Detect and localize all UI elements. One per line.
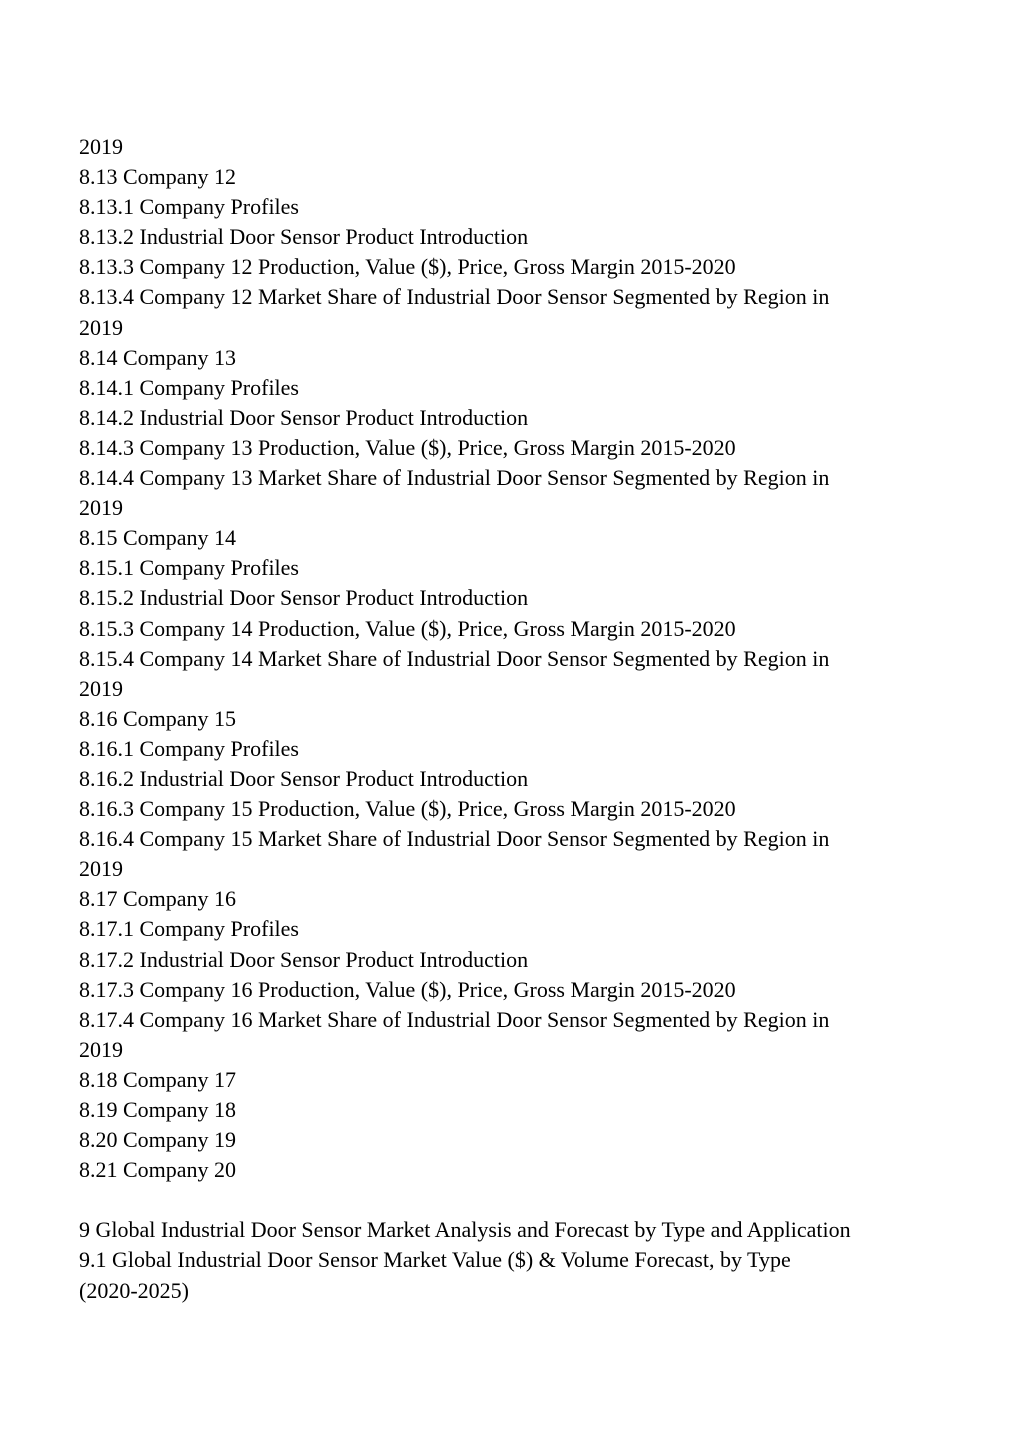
toc-chapter-heading: 9 Global Industrial Door Sensor Market Analysis and Forecast by Type and Application bbox=[79, 1217, 851, 1243]
toc-line: 8.17.4 Company 16 Market Share of Industrial Door Sensor Segmented by Region in bbox=[79, 1006, 830, 1032]
toc-line: 9.1 Global Industrial Door Sensor Market Value ($) & Volume Forecast, by Type bbox=[79, 1247, 791, 1273]
toc-section-heading: 8.16 Company 15 bbox=[79, 705, 237, 731]
toc-line: 2019 bbox=[79, 856, 123, 882]
toc-section-heading: 8.21 Company 20 bbox=[79, 1157, 237, 1183]
toc-line: 8.14.2 Industrial Door Sensor Product Introduction bbox=[79, 404, 529, 430]
toc-line: 8.16.1 Company Profiles bbox=[79, 735, 299, 761]
toc-section-heading: 8.19 Company 18 bbox=[79, 1097, 237, 1122]
toc-line: 2019 bbox=[79, 495, 123, 521]
toc-section-heading: 8.13 Company 12 bbox=[79, 164, 237, 190]
toc-line: 8.15.2 Industrial Door Sensor Product Introduction bbox=[79, 585, 529, 611]
toc-line: 8.14.3 Company 13 Production, Value ($), Price, Gross Margin 2015-2020 bbox=[79, 434, 736, 460]
toc-line: 8.14.1 Company Profiles bbox=[79, 374, 299, 400]
toc-line: 8.14.4 Company 13 Market Share of Industrial Door Sensor Segmented by Region in bbox=[79, 465, 830, 491]
toc-section-heading: 8.14 Company 13 bbox=[79, 344, 237, 370]
toc-line: 8.13.3 Company 12 Production, Value ($), Price, Gross Margin 2015-2020 bbox=[79, 254, 736, 280]
toc-line: 8.15.1 Company Profiles bbox=[79, 555, 299, 581]
toc-line: 8.17.1 Company Profiles bbox=[79, 916, 299, 942]
toc-line: 8.13.4 Company 12 Market Share of Industrial Door Sensor Segmented by Region in bbox=[79, 284, 830, 310]
toc-section-heading: 8.15 Company 14 bbox=[79, 525, 237, 551]
toc-section-heading: 8.17 Company 16 bbox=[79, 886, 237, 912]
toc-section-heading: 8.18 Company 17 bbox=[79, 1066, 237, 1092]
toc-line: 8.17.3 Company 16 Production, Value ($), Price, Gross Margin 2015-2020 bbox=[79, 976, 736, 1002]
toc-line: 8.16.2 Industrial Door Sensor Product Introduction bbox=[79, 765, 529, 791]
toc-line: 2019 bbox=[79, 314, 123, 340]
toc-line: 8.13.1 Company Profiles bbox=[79, 194, 299, 220]
toc-line: 8.17.2 Industrial Door Sensor Product Introduction bbox=[79, 946, 529, 972]
toc-line: 8.16.4 Company 15 Market Share of Industrial Door Sensor Segmented by Region in bbox=[79, 826, 830, 852]
toc-line: 8.13.2 Industrial Door Sensor Product Introduction bbox=[79, 224, 529, 250]
toc-line: 8.15.3 Company 14 Production, Value ($), Price, Gross Margin 2015-2020 bbox=[79, 615, 736, 641]
toc-line: (2020-2025) bbox=[79, 1277, 189, 1303]
toc-line: 8.16.3 Company 15 Production, Value ($), Price, Gross Margin 2015-2020 bbox=[79, 796, 736, 822]
toc-line: 8.15.4 Company 14 Market Share of Industrial Door Sensor Segmented by Region in bbox=[79, 645, 830, 671]
blank-line bbox=[79, 1185, 959, 1215]
toc-section-heading: 8.20 Company 19 bbox=[79, 1127, 237, 1153]
toc-line: 2019 bbox=[79, 1036, 123, 1062]
document-page bbox=[79, 132, 959, 1306]
toc-line: 2019 bbox=[79, 675, 123, 701]
toc-line: 2019 bbox=[79, 134, 123, 159]
